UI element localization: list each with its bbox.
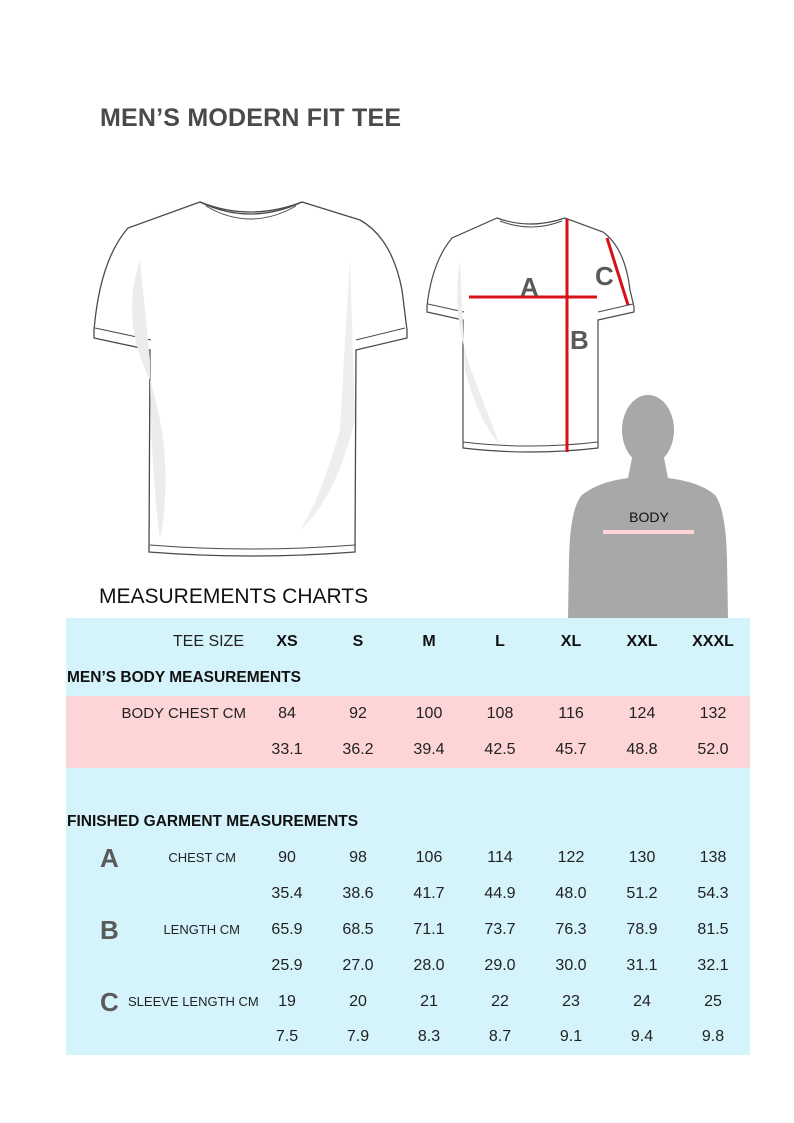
table-cell: 114 [487, 849, 513, 866]
size-header: XL [560, 633, 582, 650]
table-cell: 52.0 [697, 741, 729, 758]
table-cell: 41.7 [413, 885, 445, 902]
table-cell: 39.4 [413, 741, 445, 758]
table-cell: 48.8 [626, 741, 658, 758]
table-cell: 8.7 [488, 1028, 512, 1045]
row-label: BODY CHEST CM [121, 705, 246, 722]
table-cell: 8.3 [417, 1028, 441, 1045]
table-cell: 9.4 [630, 1028, 654, 1045]
measurements-table [66, 618, 750, 1055]
size-header: L [495, 633, 505, 650]
table-cell: 24 [633, 993, 651, 1010]
table-cell: 28.0 [413, 957, 445, 974]
table-cell: 92 [349, 705, 367, 722]
table-cell: 54.3 [697, 885, 729, 902]
size-header: XS [276, 633, 298, 650]
table-row [66, 984, 750, 1020]
table-cell: 71.1 [413, 921, 445, 938]
table-row [66, 912, 750, 948]
row-letter-a: A [100, 843, 119, 873]
table-row [66, 1019, 750, 1055]
table-cell: 48.0 [555, 885, 587, 902]
size-header: XXL [626, 633, 658, 650]
section-title: MEASUREMENTS CHARTS [99, 585, 369, 608]
table-cell: 81.5 [697, 921, 729, 938]
table-cell: 90 [278, 849, 296, 866]
body-label: BODY [629, 509, 669, 525]
table-cell: 27.0 [342, 957, 374, 974]
table-cell: 76.3 [555, 921, 587, 938]
size-header-label: TEE SIZE [172, 633, 244, 650]
table-row [66, 840, 750, 876]
table-cell: 23 [562, 993, 580, 1010]
size-header: M [422, 633, 436, 650]
measure-letter-c: C [595, 261, 614, 291]
size-header: XXXL [692, 633, 734, 650]
table-cell: 9.8 [701, 1028, 725, 1045]
table-cell: 21 [420, 993, 438, 1010]
table-row [66, 732, 750, 768]
table-header-row [66, 624, 750, 660]
table-cell: 108 [486, 705, 514, 722]
table-cell: 20 [349, 993, 367, 1010]
table-row [66, 876, 750, 912]
tshirt-front-large [94, 202, 407, 556]
table-cell: 35.4 [271, 885, 303, 902]
table-cell: 29.0 [484, 957, 516, 974]
table-cell: 19 [278, 993, 296, 1010]
table-cell: 30.0 [555, 957, 587, 974]
table-cell: 42.5 [484, 741, 516, 758]
table-cell: 132 [699, 705, 727, 722]
tshirt-diagram-small [427, 218, 634, 452]
table-cell: 9.1 [559, 1028, 583, 1045]
table-cell: 25 [704, 993, 722, 1010]
table-cell: 100 [415, 705, 443, 722]
size-header: S [352, 633, 364, 650]
table-cell: 84 [278, 705, 296, 722]
table-cell: 45.7 [555, 741, 587, 758]
table-cell: 51.2 [626, 885, 658, 902]
table-cell: 78.9 [626, 921, 658, 938]
table-row [66, 948, 750, 984]
table-cell: 7.5 [275, 1028, 299, 1045]
table-cell: 106 [415, 849, 443, 866]
table-cell: 22 [491, 993, 509, 1010]
row-label: CHEST CM [168, 850, 236, 865]
table-cell: 38.6 [342, 885, 374, 902]
table-cell: 130 [628, 849, 656, 866]
measure-letter-a: A [520, 272, 539, 302]
table-cell: 98 [349, 849, 367, 866]
table-cell: 138 [699, 849, 727, 866]
row-label: LENGTH CM [163, 922, 240, 937]
table-cell: 7.9 [346, 1028, 370, 1045]
table-cell: 65.9 [271, 921, 303, 938]
table-cell: 32.1 [697, 957, 729, 974]
table-cell: 25.9 [271, 957, 303, 974]
row-label: SLEEVE LENGTH CM [128, 994, 259, 1009]
table-cell: 36.2 [342, 741, 374, 758]
table-cell: 44.9 [484, 885, 516, 902]
row-letter-b: B [100, 915, 119, 945]
table-cell: 116 [558, 705, 584, 722]
table-cell: 68.5 [342, 921, 374, 938]
body-chest-line [603, 530, 694, 534]
garment-measurements-heading: FINISHED GARMENT MEASUREMENTS [67, 813, 359, 830]
table-cell: 31.1 [626, 957, 658, 974]
body-measurements-heading: MEN’S BODY MEASUREMENTS [67, 669, 301, 686]
table-cell: 124 [628, 705, 656, 722]
table-cell: 33.1 [271, 741, 303, 758]
page-title: MEN’S MODERN FIT TEE [100, 104, 402, 132]
table-row [66, 696, 750, 732]
table-cell: 73.7 [484, 921, 516, 938]
measure-letter-b: B [570, 325, 589, 355]
table-cell: 122 [557, 849, 585, 866]
row-letter-c: C [100, 987, 119, 1017]
